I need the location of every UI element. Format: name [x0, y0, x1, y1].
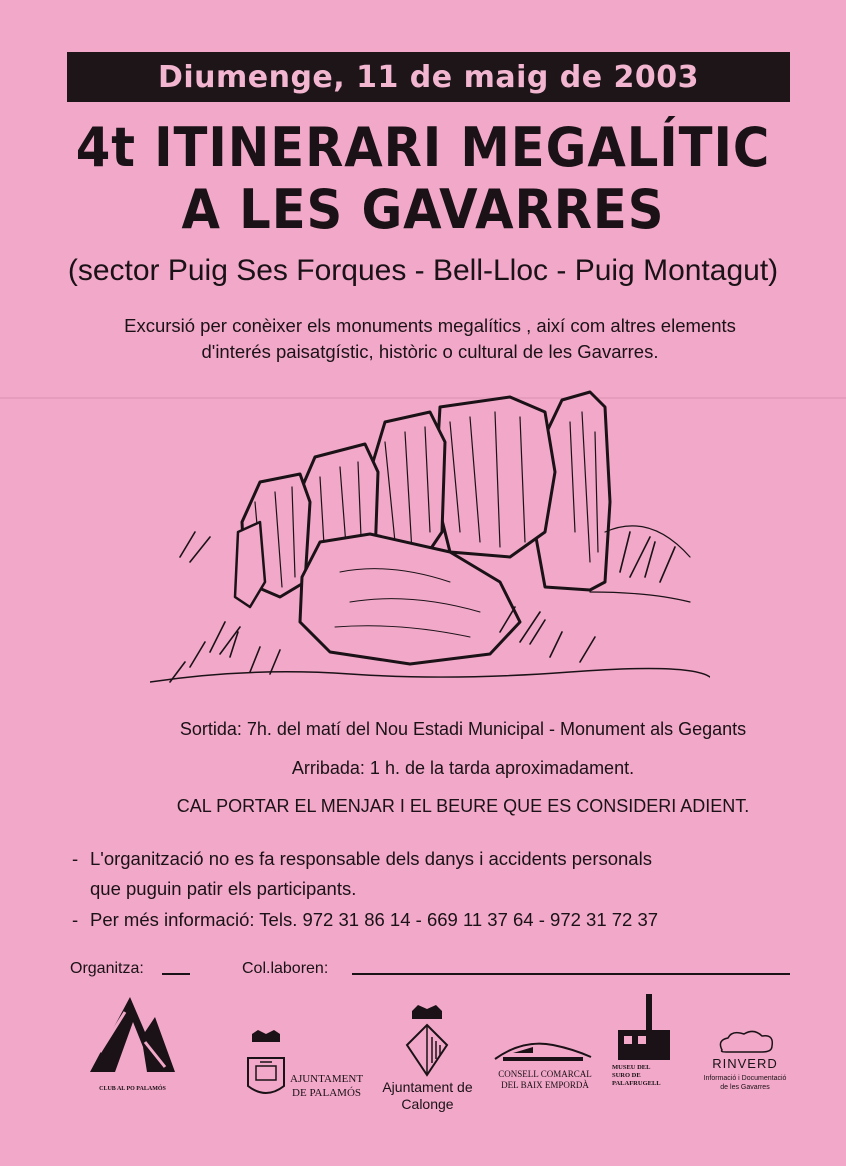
organizer-label: Organitza:	[70, 960, 144, 977]
club-logo-text: CLUB AL PO PALAMÓS	[99, 1086, 166, 1092]
museu-suro-logo	[612, 992, 682, 1112]
museu-line-2: SURO DE	[612, 1072, 641, 1079]
arrival-info: Arribada: 1 h. de la tarda aproximadament.	[291, 758, 635, 778]
calonge-line-2: Calonge	[401, 1096, 454, 1112]
chimney-building-icon	[614, 992, 674, 1062]
rinverd-logo	[690, 1028, 800, 1103]
palamos-logo	[244, 1028, 364, 1108]
museu-line-3: PALAFRUGELL	[612, 1080, 661, 1087]
event-title-line-2: A LES GAVARRES	[181, 178, 665, 241]
palamos-line-1: AJUNTAMENT	[290, 1073, 364, 1085]
calonge-logo-text	[370, 1079, 485, 1113]
club-logo	[85, 992, 180, 1102]
megalith-illustration	[150, 382, 710, 700]
responsibility-line-1: L'organització no es fa responsable dels danys i accidents personals	[90, 848, 652, 869]
collaborators-underline	[352, 973, 790, 975]
museu-line-1: MUSEU DEL	[612, 1064, 651, 1071]
bullet: -	[72, 909, 79, 930]
date-banner	[67, 52, 790, 102]
event-subtitle: (sector Puig Ses Forques - Bell-Lloc - Puig Montagut)	[67, 254, 779, 287]
departure-info: Sortida: 7h. del matí del Nou Estadi Municipal - Monument als Gegants	[179, 719, 747, 739]
bullet: -	[72, 848, 79, 869]
responsibility-line-2: que puguin patir els participants.	[90, 878, 357, 899]
calonge-logo	[370, 1003, 485, 1118]
mountain-icon	[85, 992, 180, 1082]
phone-numbers: Per més informació: Tels. 972 31 86 14 - 669 11 37 64 - 972 31 72 37	[90, 909, 659, 930]
rinverd-sub-line-1: Informació i Documentació	[703, 1075, 787, 1082]
responsibility-note	[72, 844, 802, 904]
calonge-coat-of-arms-icon	[402, 1003, 452, 1078]
palamos-coat-of-arms-icon	[244, 1028, 288, 1103]
organizer-underline	[162, 973, 190, 975]
intro-text	[60, 313, 800, 365]
calonge-line-1: Ajuntament de	[382, 1079, 473, 1095]
museu-logo-text	[612, 1064, 672, 1088]
landscape-icon	[493, 1035, 593, 1065]
bring-food-warning: CAL PORTAR EL MENJAR I EL BEURE QUE ES CONSIDERI ADIENT.	[176, 796, 750, 816]
event-title-line-1: 4t ITINERARI MEGALÍTIC	[75, 116, 771, 179]
palamos-line-2: DE PALAMÓS	[292, 1087, 362, 1099]
event-date: Diumenge, 11 de maig de 2003	[157, 59, 700, 95]
palamos-logo-text	[290, 1072, 363, 1100]
cloud-icon	[712, 1028, 782, 1056]
rinverd-logo-subtext	[690, 1074, 800, 1092]
contact-info	[72, 905, 658, 935]
intro-line-1: Excursió per conèixer els monuments megalítics , així com altres elements	[124, 315, 736, 336]
collaborators-label: Col.laboren:	[242, 960, 329, 977]
consell-line-1: CONSELL COMARCAL	[498, 1069, 592, 1079]
rinverd-logo-text: RINVERD	[712, 1056, 778, 1071]
consell-logo-text	[490, 1069, 600, 1091]
consell-comarcal-logo	[490, 1035, 600, 1095]
rinverd-sub-line-2: de les Gavarres	[720, 1084, 770, 1091]
intro-line-2: d'interés paisatgístic, històric o cultural de les Gavarres.	[201, 341, 659, 362]
consell-line-2: DEL BAIX EMPORDÀ	[501, 1080, 589, 1090]
